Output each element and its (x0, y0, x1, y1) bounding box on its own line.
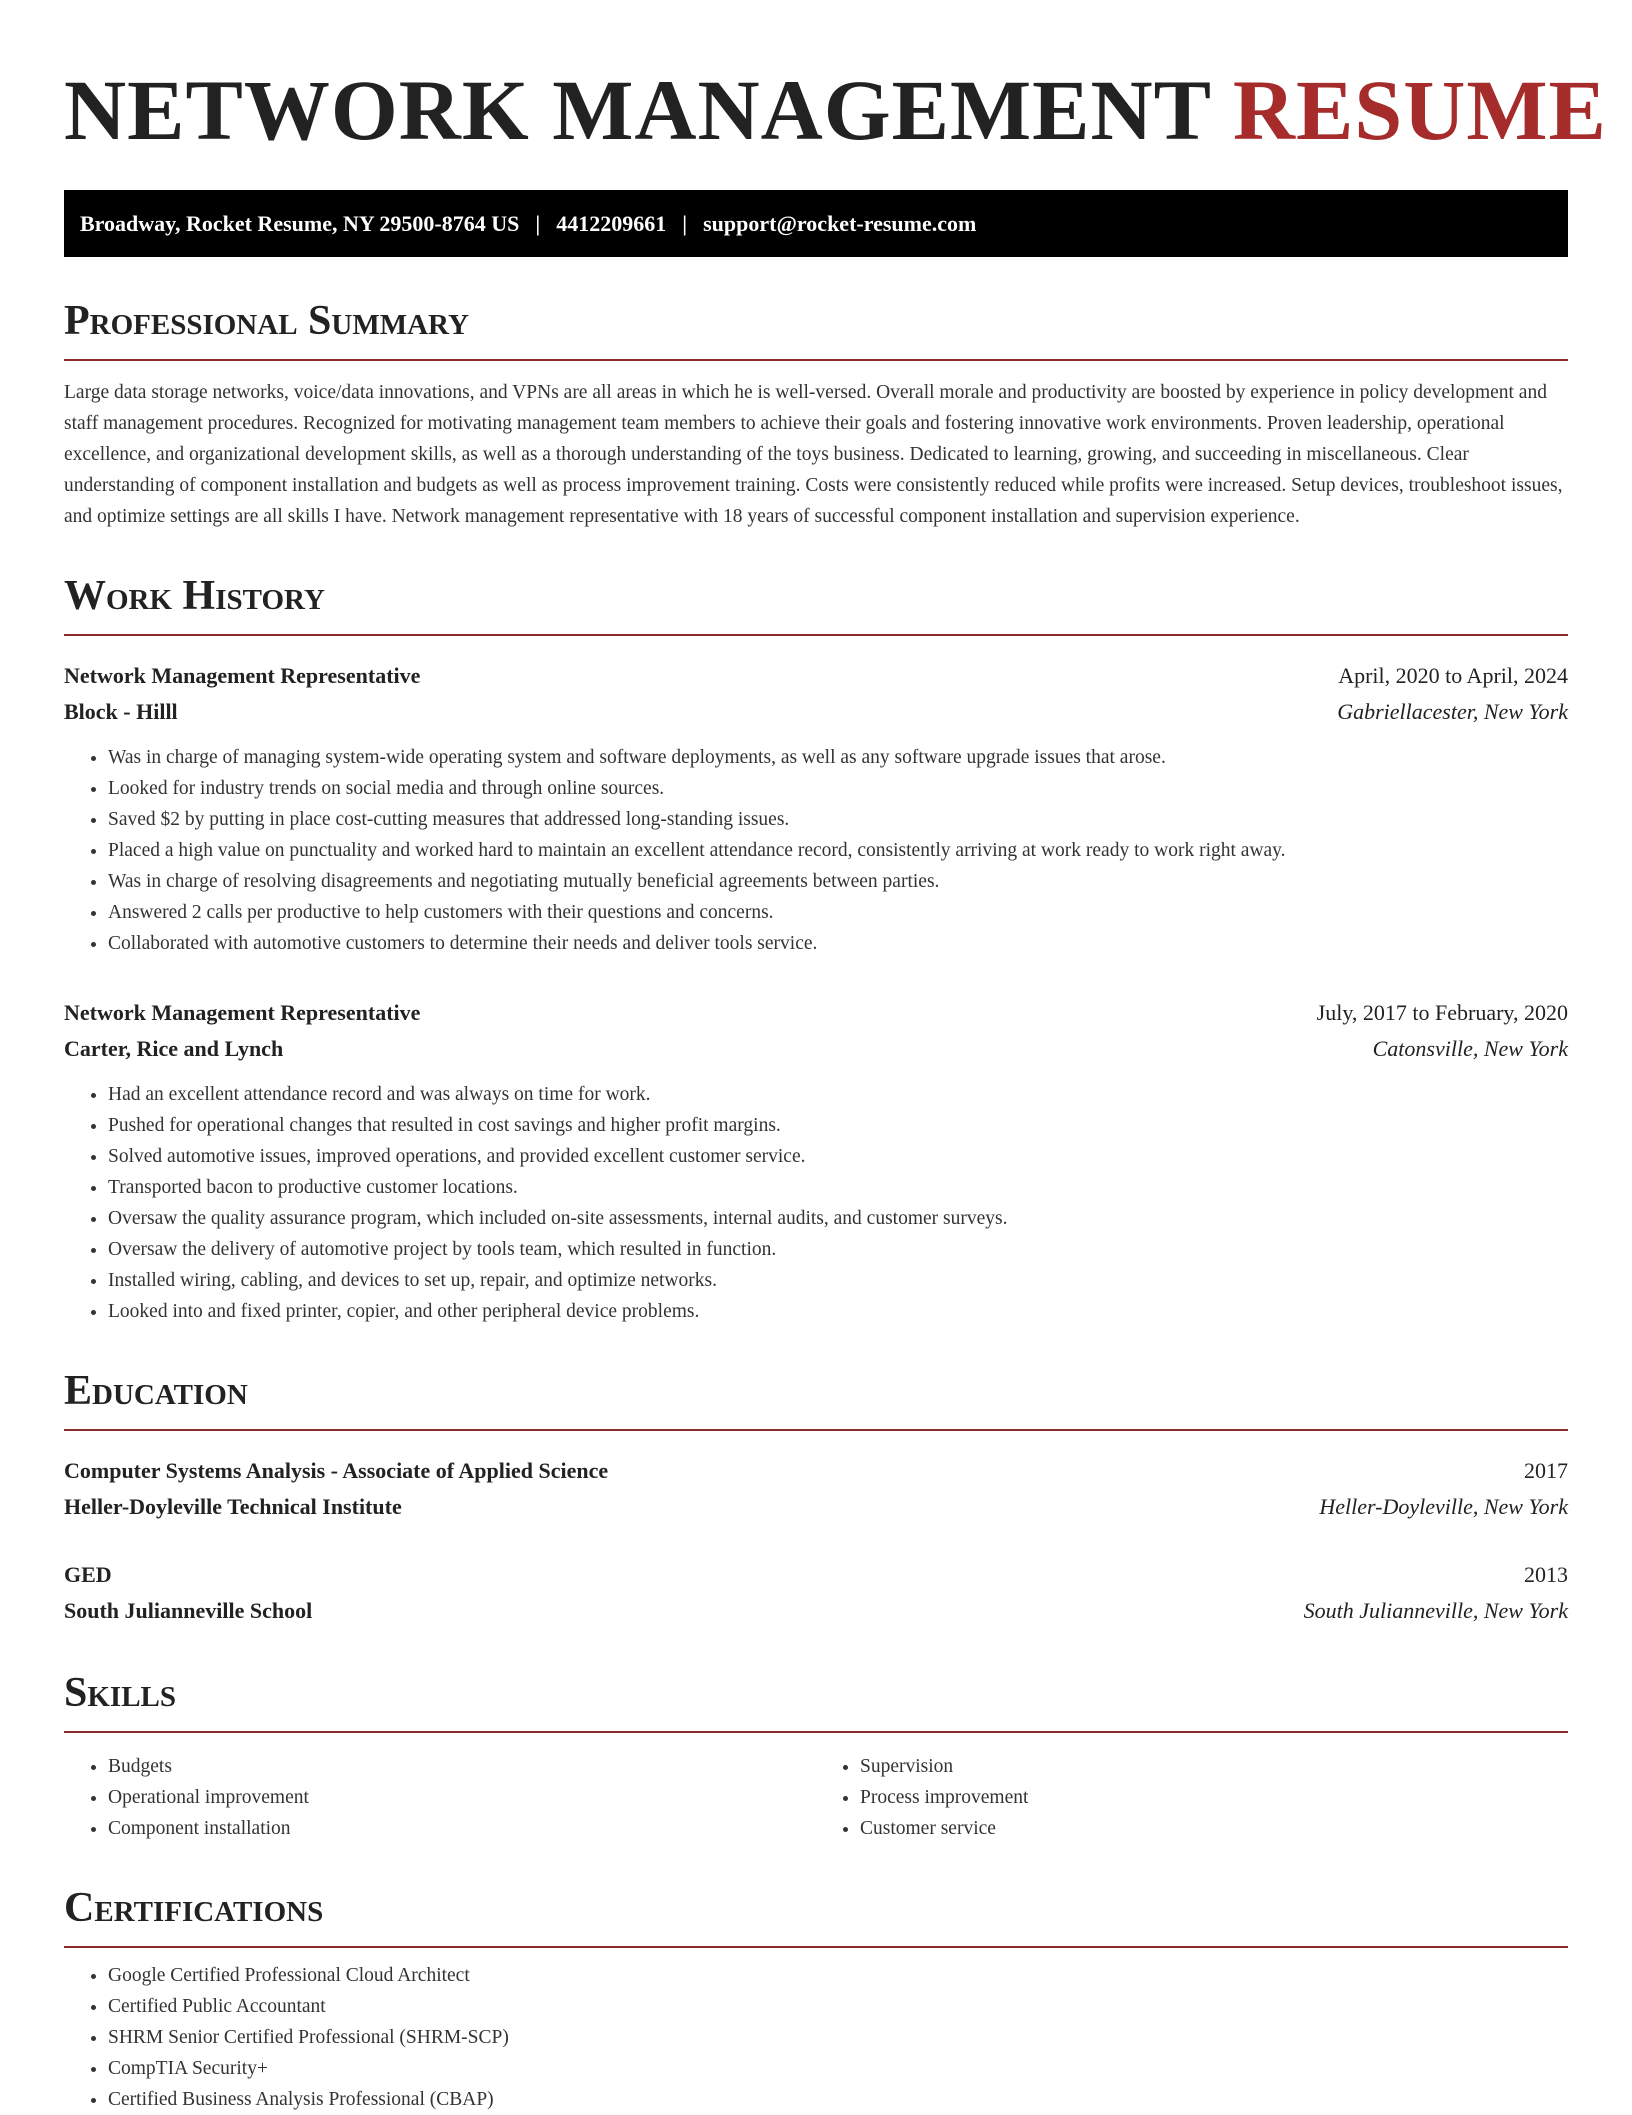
section-heading-skills: Skills (64, 1669, 1568, 1733)
education-degree-row (64, 1453, 1568, 1489)
job-bullet: • Was in charge of resolving disagreements and negotiating mutually beneficial agreements between parties. (108, 866, 1568, 897)
certification-item: • Certified Public Accountant (108, 1991, 1568, 2022)
job-title: Network Management Representative (64, 1000, 421, 1025)
job-header-row (64, 995, 1568, 1031)
education-school-row (64, 1489, 1568, 1525)
certification-item: • CompTIA Security+ (108, 2053, 1568, 2084)
contact-address: Broadway, Rocket Resume, NY 29500-8764 US (80, 210, 520, 236)
job-title: Network Management Representative (64, 663, 421, 688)
certification-item: • Google Certified Professional Cloud Architect (108, 1960, 1568, 1991)
education-location: South Julianneville, New York (1303, 1598, 1568, 1623)
summary-text: Large data storage networks, voice/data innovations, and VPNs are all areas in which he is well-versed. Overall morale and productivity are boosted by experience in policy development and staff management procedures. Recognized for motivating management team members to achieve their goals and fostering innovative work environments. Proven leadership, operational excellence, and organizational development skills, as well as a thorough understanding of the toys business. Dedicated to learning, growing, and succeeding in miscellaneous. Clear understanding of component installation and budgets as well as process improvement training. Costs were consistently reduced while profits were increased. Setup devices, troubleshoot issues, and optimize settings are all skills I have. Network management representative with 18 years of successful component installation and supervision experience. (64, 382, 1563, 527)
job-bullet: • Solved automotive issues, improved operations, and provided excellent customer service. (108, 1141, 1568, 1172)
job-bullet: • Collaborated with automotive customers to determine their needs and deliver tools service. (108, 928, 1568, 959)
section-heading-certifications: Certifications (64, 1884, 1568, 1948)
education-school-row (64, 1593, 1568, 1629)
job-entry (64, 658, 1568, 959)
job-bullet: • Had an excellent attendance record and was always on time for work. (108, 1079, 1568, 1110)
section-heading-summary: Professional Summary (64, 297, 1568, 361)
job-bullets (64, 1079, 1568, 1327)
job-bullet: • Answered 2 calls per productive to help customers with their questions and concerns. (108, 897, 1568, 928)
job-entry (64, 995, 1568, 1327)
contact-phone: 4412209661 (556, 210, 667, 236)
job-bullet: • Saved $2 by putting in place cost-cutting measures that addressed long-standing issues. (108, 804, 1568, 835)
summary-section (64, 297, 1568, 532)
section-heading-education: Education (64, 1367, 1568, 1431)
skills-column-left (64, 1751, 816, 1844)
education-entry (64, 1557, 1568, 1629)
contact-bar (64, 190, 1568, 257)
resume-title (64, 56, 1607, 158)
job-company: Carter, Rice and Lynch (64, 1036, 284, 1061)
skill-item: • Customer service (860, 1813, 1568, 1844)
education-degree: Computer Systems Analysis - Associate of Applied Science (64, 1458, 609, 1483)
job-company-row (64, 1031, 1568, 1067)
contact-separator: | (535, 210, 541, 236)
skills-section (64, 1669, 1568, 1844)
job-location: Gabriellacester, New York (1337, 699, 1568, 724)
skill-item: • Supervision (860, 1751, 1568, 1782)
title-main: NETWORK MANAGEMENT (64, 62, 1211, 158)
skill-item: • Operational improvement (108, 1782, 816, 1813)
job-bullet: • Transported bacon to productive customer locations. (108, 1172, 1568, 1203)
education-degree: GED (64, 1562, 112, 1587)
education-school: South Julianneville School (64, 1598, 313, 1623)
title-accent: RESUME (1232, 62, 1607, 158)
skill-item: • Process improvement (860, 1782, 1568, 1813)
contact-email[interactable]: support@rocket-resume.com (703, 210, 977, 236)
job-bullet: • Oversaw the delivery of automotive project by tools team, which resulted in function. (108, 1234, 1568, 1265)
skills-grid (64, 1751, 1568, 1844)
skill-item: • Budgets (108, 1751, 816, 1782)
certification-list (64, 1960, 1568, 2115)
work-history-section (64, 572, 1568, 1327)
contact-separator: | (682, 210, 688, 236)
job-company-row (64, 694, 1568, 730)
certification-item: • Certified Business Analysis Professional (CBAP) (108, 2084, 1568, 2115)
education-location: Heller-Doyleville, New York (1319, 1494, 1568, 1519)
education-year: 2013 (1524, 1562, 1568, 1587)
skills-column-right (816, 1751, 1568, 1844)
education-year: 2017 (1524, 1458, 1568, 1483)
job-dates: April, 2020 to April, 2024 (1338, 663, 1568, 688)
section-heading-work-history: Work History (64, 572, 1568, 636)
job-bullet: • Placed a high value on punctuality and worked hard to maintain an excellent attendance record, consistently arriving at work ready to work right away. (108, 835, 1568, 866)
job-bullet: • Was in charge of managing system-wide operating system and software deployments, as well as any software upgrade issues that arose. (108, 742, 1568, 773)
job-company: Block - Hilll (64, 699, 178, 724)
education-entry (64, 1453, 1568, 1525)
certifications-section (64, 1884, 1568, 2115)
skill-item: • Component installation (108, 1813, 816, 1844)
job-dates: July, 2017 to February, 2020 (1316, 1000, 1568, 1025)
job-bullets (64, 742, 1568, 959)
job-location: Catonsville, New York (1372, 1036, 1568, 1061)
job-bullet: • Looked for industry trends on social media and through online sources. (108, 773, 1568, 804)
education-degree-row (64, 1557, 1568, 1593)
certification-item: • SHRM Senior Certified Professional (SHRM-SCP) (108, 2022, 1568, 2053)
job-bullet: • Installed wiring, cabling, and devices to set up, repair, and optimize networks. (108, 1265, 1568, 1296)
job-bullet: • Pushed for operational changes that resulted in cost savings and higher profit margins. (108, 1110, 1568, 1141)
education-school: Heller-Doyleville Technical Institute (64, 1494, 402, 1519)
job-bullet: • Looked into and fixed printer, copier, and other peripheral device problems. (108, 1296, 1568, 1327)
job-header-row (64, 658, 1568, 694)
job-bullet: • Oversaw the quality assurance program, which included on-site assessments, internal audits, and customer surveys. (108, 1203, 1568, 1234)
education-section (64, 1367, 1568, 1629)
